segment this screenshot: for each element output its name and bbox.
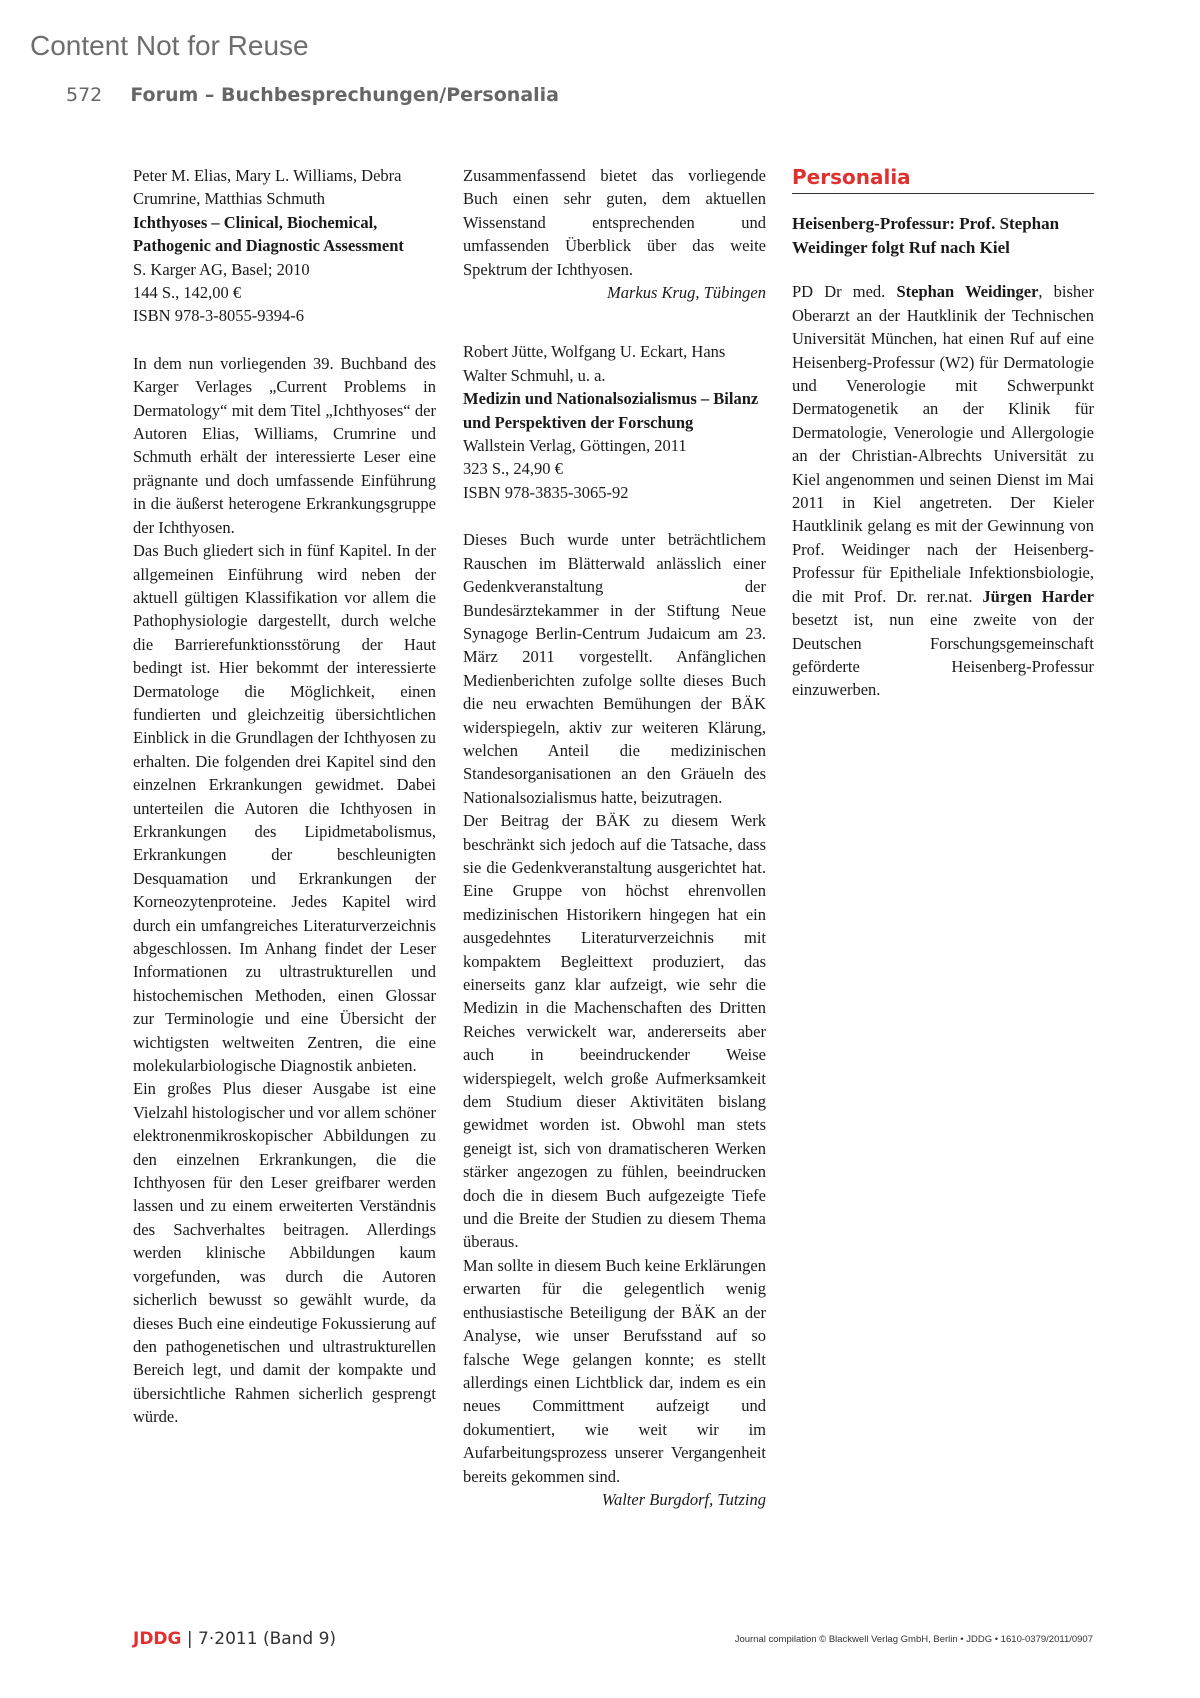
review1-isbn: ISBN 978-3-8055-9394-6: [133, 306, 304, 326]
review1-publisher: S. Karger AG, Basel; 2010: [133, 259, 310, 279]
review2-authors: Robert Jütte, Wolfgang U. Eckart, Hans Walter Schmuhl, u. a.: [463, 342, 726, 385]
review2-pages-price: 323 S., 24,90 €: [463, 459, 563, 479]
column-3: [792, 166, 1094, 702]
copyright-notice: Journal compilation © Blackwell Verlag GmbH, Berlin • JDDG • 1610-0379/2011/0907: [734, 1634, 1093, 1645]
review2-isbn: ISBN 978-3835-3065-92: [463, 482, 629, 502]
review1-paragraph: Das Buch gliedert sich in fünf Kapitel. In der allgemeinen Einführung wird neben der aktuell gültigen Klassifikation vor allem die Pathophysiologie dargestellt, durch welche die Barrierefunktionsstörung der Haut bedingt ist. Hier bekommt der interessierte Dermatologe die Möglichkeit, einen fundierten und gleichzeitig übersichtlichen Einblick in die Grundlagen der Ichthyosen zu erhalten. Die folgenden drei Kapitel sind den einzelnen Erkrankungen gewidmet. Dabei unterteilen die Autoren die Ichthyosen in Erkrankungen des Lipidmetabolismus, Erkrankungen der beschleunigten Desquamation und Erkrankungen der Korneozytenproteine. Jedes Kapitel wird durch ein umfangreiches Literaturverzeichnis abgeschlossen. Im Anhang findet der Leser Informationen zu ultrastrukturellen und histochemischen Methoden, einen Glossar zur Terminologie und eine Übersicht der wichtigsten weltweiten Zentren, die eine molekularbiologische Diagnostik anbieten.: [133, 541, 436, 1076]
review1-paragraph: In dem nun vorliegenden 39. Buchband des Karger Verlages „Current Problems in Dermatology“ mit dem Titel „Ichthyoses“ der Autoren Elias, Williams, Crumrine und Schmuth erhält der interessierte Leser eine prägnante und doch umfassende Einführung in die äußerst heterogene Erkrankungsgruppe der Ichthyosen.: [133, 353, 436, 537]
review1-title: Ichthyoses – Clinical, Biochemical, Pathogenic and Diagnostic Assessment: [133, 212, 404, 256]
section-title: Forum – Buchbesprechungen/Personalia: [130, 84, 559, 106]
journal-issue: [133, 1629, 336, 1649]
review1-pages-price: 144 S., 142,00 €: [133, 283, 242, 303]
personalia-text: besetzt ist, nun eine zweite von der Deutschen Forschungsgemeinschaft geförderte Heisenberg-Professur einzuwerben.: [792, 610, 1094, 700]
review2-publisher: Wallstein Verlag, Göttingen, 2011: [463, 436, 687, 456]
review2-paragraph: Dieses Buch wurde unter beträchtlichem Rauschen im Blätterwald anlässlich einer Gedenkveranstaltung der Bundesärztekammer in der Stiftung Neue Synagoge Berlin-Centrum Judaicum am 23. März 2011 vorgestellt. Anfänglichen Medienberichten zufolge sollte dieses Buch die neu erwachten Bemühungen der BÄK widerspiegeln, aktiv zur weiteren Klärung, welchen Anteil die medizinischen Standesorganisationen an den Gräueln des Nationalsozialismus hatte, beizutragen.: [463, 530, 766, 807]
personalia-text: , bisher Oberarzt an der Hautklinik der Technischen Universität München, hat einen Ruf auf eine Heisenberg-Professur (W2) für Dermatologie und Venerologie mit Schwerpunkt Dermatogenetik an der Klinik für Dermatologie, Venerologie und Allergologie an der Christian-Albrechts Universität zu Kiel angenommen und seinen Dienst im Mai 2011 in Kiel angetreten. Der Kieler Hautklinik gelang es mit der Gewinnung von Prof. Weidinger nach der Heisenberg-Professur für Epitheliale Infektionsbiologie, die mit Prof. Dr. rer.nat.: [792, 282, 1094, 606]
review2-paragraph: Man sollte in diesem Buch keine Erklärungen erwarten für die gelegentlich wenig enthusiastische Beteiligung der BÄK an der Analyse, wie unser Berufsstand auf so falsche Wege gelangen konnte; es stellt allerdings einen Lichtblick dar, indem es ein neues Committment aufzeigt und dokumentiert, wie weit wir im Aufarbeitungsprozess unserer Vergangenheit bereits gekommen sind.: [463, 1255, 766, 1486]
review2-title: Medizin und Nationalsozialismus – Bilanz und Perspektiven der Forschung: [463, 389, 759, 432]
column-2: [463, 164, 766, 1511]
review2-paragraph: Der Beitrag der BÄK zu diesem Werk beschränkt sich jedoch auf die Tatsache, dass sie die Gedenkveranstaltung ausgerichtet hat. Eine Gruppe von höchst ehrenvollen medizinischen Historikern hingegen hat ein ausgedehntes Literaturverzeichnis mit kompaktem Begleittext produziert, das einerseits ganz klar aufzeigt, wie sehr die Medizin in die Machenschaften des Dritten Reiches verwickelt war, andererseits aber auch in beeindruckender Weise widerspiegelt, welch große Aufmerksamkeit dem Studium dieser Aktivitäten bislang gewidmet worden ist. Obwohl man stets geneigt ist, sich von dramatischeren Werken stärker angezogen zu fühlen, beeindrucken doch die in diesem Buch aufgezeigte Tiefe und die Breite der Studien zu diesem Thema überaus.: [463, 811, 766, 1252]
review1-paragraph: Ein großes Plus dieser Ausgabe ist eine Vielzahl histologischer und vor allem schöner elektronenmikroskopischer Abbildungen zu den einzelnen Erkrankungen, die die Ichthyosen für den Leser greifbarer werden lassen und zu einem erweiterten Verständnis des Sachverhaltes beitragen. Allerdings werden klinische Abbildungen kaum vorgefunden, was durch die Autoren sicherlich bewusst so gewählt wurde, da dieses Buch eine eindeutige Fokussierung auf den pathogenetischen und ultrastrukturellen Bereich legt, und damit der kompakte und übersichtliche Rahmen sicherlich gesprengt würde.: [133, 1079, 436, 1427]
issue-info: | 7·2011 (Band 9): [181, 1629, 337, 1649]
journal-logo: JDDG: [133, 1629, 182, 1649]
review2-signature: Walter Burgdorf, Tutzing: [601, 1489, 766, 1509]
watermark: Content Not for Reuse: [30, 30, 309, 61]
person-name: Stephan Weidinger: [896, 282, 1039, 302]
page-number: 572: [66, 84, 103, 106]
page-footer: [133, 1629, 1093, 1651]
column-1: [133, 164, 436, 1429]
person-name: Jürgen Harder: [982, 586, 1095, 606]
personalia-subheading: Heisenberg-Professur: Prof. Stephan Weidinger folgt Ruf nach Kiel: [792, 214, 1060, 258]
review1-authors: Peter M. Elias, Mary L. Williams, Debra Crumrine, Matthias Schmuth: [133, 166, 402, 209]
review1-paragraph: Zusammenfassend bietet das vorliegende Buch einen sehr guten, dem aktuellen Wissenstand entsprechenden und umfassenden Überblick über das weite Spektrum der Ichthyosen.: [463, 166, 766, 279]
personalia-body: [792, 280, 1094, 701]
personalia-text: PD Dr med.: [792, 282, 897, 302]
running-header: [66, 84, 559, 106]
personalia-heading: Personalia: [792, 166, 1094, 194]
review1-signature: Markus Krug, Tübingen: [606, 283, 766, 303]
